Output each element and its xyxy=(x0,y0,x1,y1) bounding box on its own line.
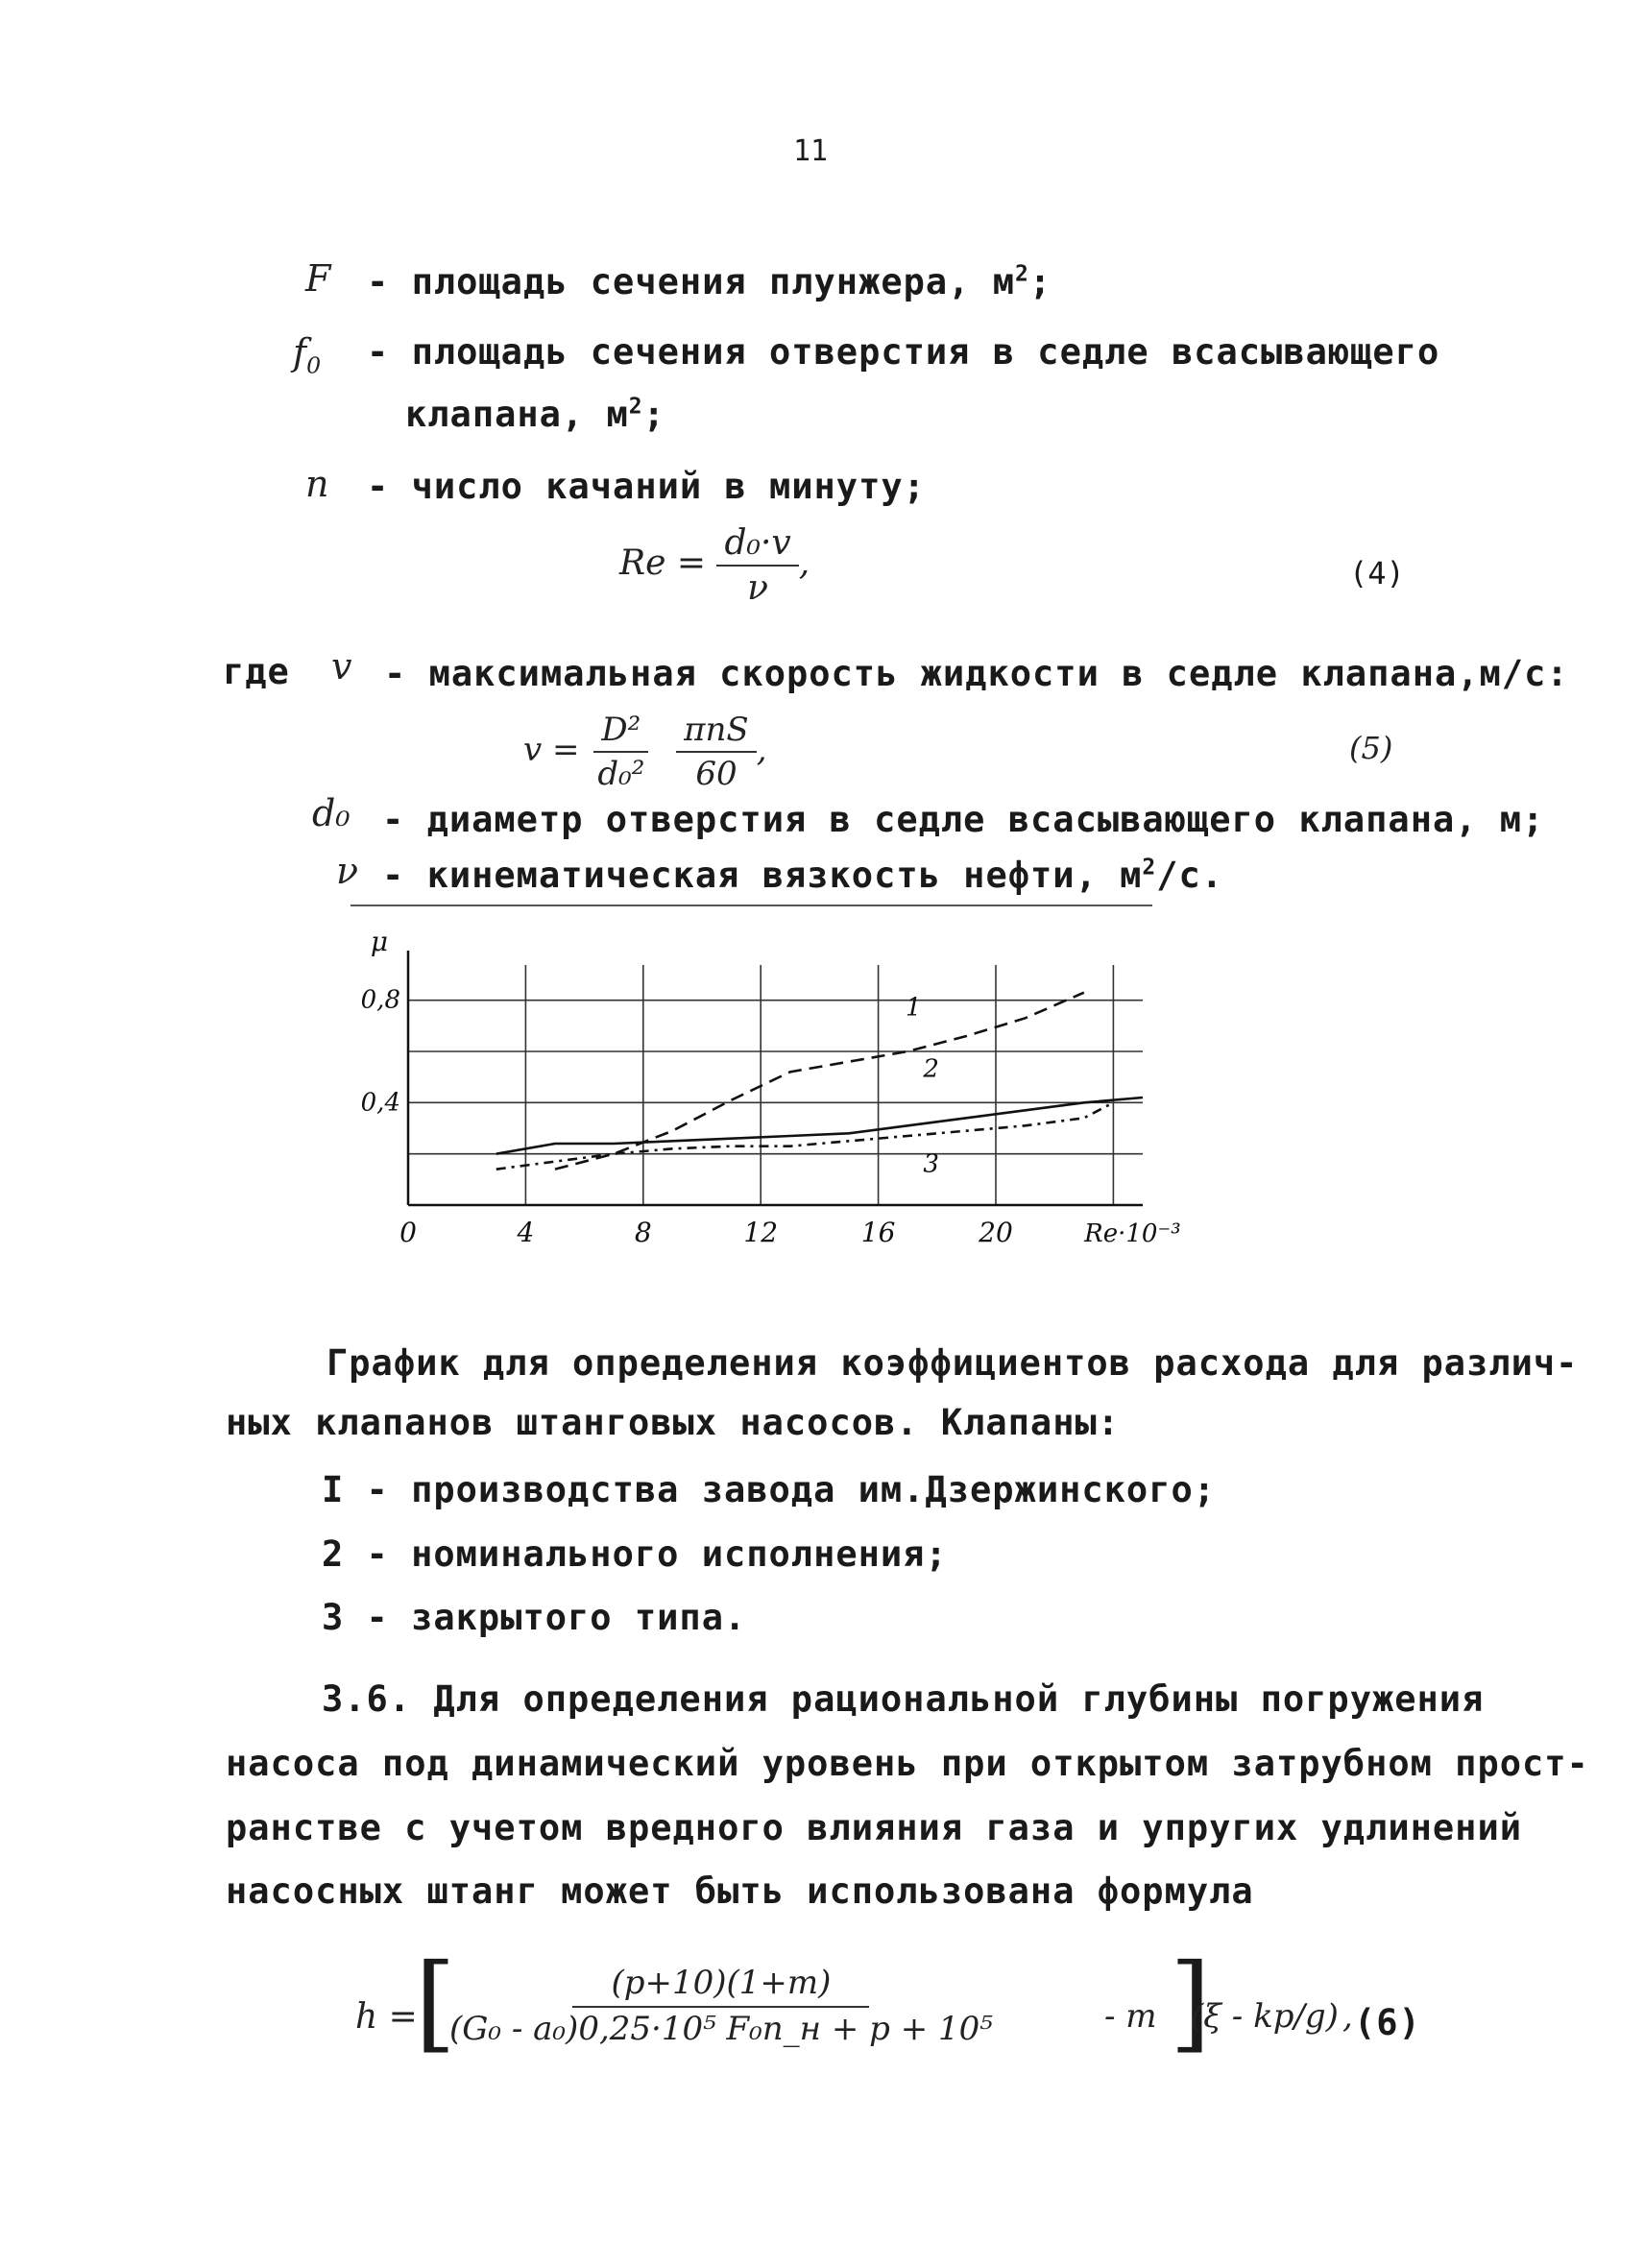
def-f0-continuation xyxy=(405,394,665,435)
eq5-frac1-num: D² xyxy=(593,711,648,753)
sym: f xyxy=(293,331,307,374)
page-number: 11 xyxy=(793,134,829,168)
eq6-open-bracket: [ xyxy=(415,1941,456,2063)
dash: - xyxy=(367,331,390,373)
eq5-lhs: v = xyxy=(523,731,580,769)
def-nu-symbol: ν xyxy=(336,850,359,892)
eq5-fraction-1 xyxy=(590,711,652,793)
x-tick-label: 4 xyxy=(517,1217,535,1248)
def-f0-symbol xyxy=(293,331,321,379)
dash: - xyxy=(384,653,407,694)
dash: - xyxy=(382,855,405,896)
y-tick-label: 0,4 xyxy=(360,1088,400,1118)
eq6-fraction xyxy=(442,1964,1001,2048)
def-n-desc: число качаний в минуту; xyxy=(411,466,926,507)
eq6-tail: , xyxy=(1342,1997,1353,2036)
equation-6-number: (6) xyxy=(1354,2002,1421,2043)
eq6-close-bracket: ] xyxy=(1170,1941,1211,2063)
section-line-1: 3.6. Для определения рациональной глубины погружения xyxy=(322,1678,1485,1720)
def-f0-text xyxy=(367,331,1439,373)
tail: ; xyxy=(1028,261,1052,302)
series-label-1: 1 xyxy=(906,993,922,1023)
section-line-3: ранстве с учетом вредного влияния газа и упругих удлинений xyxy=(226,1807,1523,1848)
eq4-numerator: d₀·v xyxy=(716,523,798,567)
eq6-numerator: (p+10)(1+m) xyxy=(572,1964,869,2008)
x-tick-label: 8 xyxy=(634,1217,652,1248)
dash: - xyxy=(367,261,390,302)
def-n-symbol: n xyxy=(305,463,329,505)
def-F-desc: площадь сечения плунжера, м xyxy=(411,261,1016,302)
series-label-3: 3 xyxy=(923,1149,939,1179)
equation-5-number: (5) xyxy=(1349,730,1393,766)
eq5-frac2-den: 60 xyxy=(695,755,737,793)
def-F-text xyxy=(367,261,1052,302)
chart-series xyxy=(496,993,1143,1170)
series-line-2 xyxy=(496,1098,1143,1154)
caption-item-2: 2 - номинального исполнения; xyxy=(322,1533,948,1575)
caption-line-1: График для определения коэффициентов расхода для различ- xyxy=(326,1342,1579,1384)
section-line-2: насоса под динамический уровень при открытом затрубном прост- xyxy=(226,1743,1589,1784)
x-tick-label: 12 xyxy=(743,1217,779,1248)
chart-grid xyxy=(408,965,1143,1205)
x-axis-label: Re·10⁻³ xyxy=(1084,1219,1181,1248)
def-d0-symbol: d₀ xyxy=(312,792,351,834)
where-word: где xyxy=(223,651,290,692)
def-n-text xyxy=(367,466,926,507)
where-symbol: v xyxy=(331,645,352,688)
cont: клапана, м xyxy=(405,394,629,435)
eq4-lhs: Re = xyxy=(619,543,707,583)
eq6-frac xyxy=(442,1964,1001,2048)
eq6-lhs: h = xyxy=(355,1997,418,2037)
caption-line-2: ных клапанов штанговых насосов. Клапаны: xyxy=(226,1402,1121,1443)
eq5-frac1-den: d₀² xyxy=(597,755,645,793)
tail: ; xyxy=(642,394,665,435)
dash: - xyxy=(367,466,390,507)
y-axis-label: μ xyxy=(370,926,389,957)
equation-5 xyxy=(523,711,767,793)
def-f0-desc: площадь сечения отверстия в седле всасывающего xyxy=(411,331,1440,373)
chart xyxy=(360,917,1181,1272)
caption-item-1: I - производства завода им.Дзержинского; xyxy=(322,1469,1217,1510)
eq6-minus-m: - m xyxy=(1104,1997,1157,2036)
equation-4-number: (4) xyxy=(1349,555,1405,591)
series-label-2: 2 xyxy=(923,1054,939,1084)
def-d0-desc: диаметр отверстия в седле всасывающего клапана, м; xyxy=(426,799,1545,840)
eq5-tail: , xyxy=(756,731,767,769)
eq5-frac2-num: πnS xyxy=(676,711,757,753)
sup: 2 xyxy=(1015,261,1029,287)
where-text xyxy=(384,653,1569,694)
sup: 2 xyxy=(1142,855,1157,881)
def-d0-text xyxy=(382,799,1544,840)
def-F-symbol: F xyxy=(305,257,331,300)
dash: - xyxy=(382,799,405,840)
eq4-tail: , xyxy=(798,543,810,583)
x-tick-label: 16 xyxy=(860,1217,896,1248)
x-tick-label: 20 xyxy=(979,1217,1013,1248)
eq5-fraction-2 xyxy=(676,711,757,793)
horizontal-rule xyxy=(351,905,1152,906)
caption-item-3: 3 - закрытого типа. xyxy=(322,1597,747,1638)
eq6-denominator: (G₀ - a₀)0,25·10⁵ F₀n_н + p + 10⁵ xyxy=(449,2010,993,2048)
y-tick-label: 0,8 xyxy=(360,985,400,1015)
sup: 2 xyxy=(628,394,643,420)
eq4-denominator: ν xyxy=(747,568,769,608)
def-nu-desc: кинематическая вязкость нефти, м xyxy=(426,855,1143,896)
tail: /с. xyxy=(1156,855,1224,896)
equation-4 xyxy=(619,523,810,608)
eq6-second-factor: (ξ - kp/g) xyxy=(1191,1997,1339,2036)
section-line-4: насосных штанг может быть использована формула xyxy=(226,1870,1254,1912)
sub: 0 xyxy=(306,351,322,379)
x-tick-label: 0 xyxy=(399,1217,417,1248)
eq4-fraction xyxy=(716,523,798,608)
def-nu-text xyxy=(382,855,1223,896)
where-desc: максимальная скорость жидкости в седле клапана,м/с: xyxy=(428,653,1569,694)
chart-labels xyxy=(361,926,1181,1248)
